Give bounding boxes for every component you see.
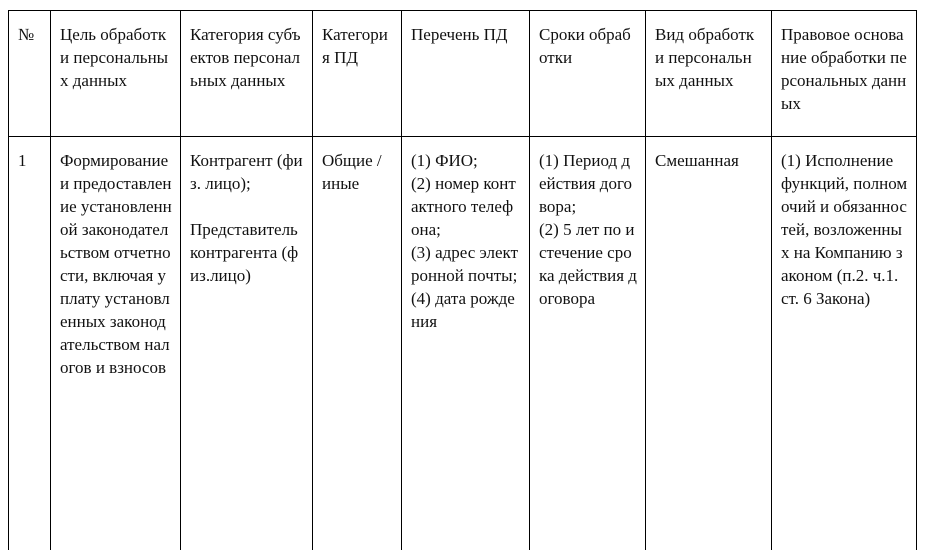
cell-pd-category-text: Общие / иные xyxy=(322,151,382,193)
header-purpose xyxy=(51,11,181,137)
cell-processing-type-text: Смешанная xyxy=(655,151,739,170)
cell-purpose xyxy=(51,137,181,550)
header-terms-text: Сроки обработки xyxy=(539,25,631,67)
header-pd-list-text: Перечень ПД xyxy=(411,25,508,44)
header-processing-type-text: Вид обработки персональных данных xyxy=(655,25,755,90)
cell-subjects xyxy=(181,137,313,550)
cell-terms-text: (1) Период действия договора; (2) 5 лет по истечение срока действия договора xyxy=(539,151,637,308)
cell-pd-list xyxy=(402,137,530,550)
header-number xyxy=(9,11,51,137)
cell-purpose-text: Формирование и предоставление установленной законодательством отчетности, включая уплату установленных законодательством налогов и взносов xyxy=(60,151,172,377)
header-pd-list xyxy=(402,11,530,137)
header-purpose-text: Цель обработки персональных данных xyxy=(60,25,169,90)
header-pd-category xyxy=(313,11,402,137)
cell-terms xyxy=(530,137,646,550)
cell-pd-category xyxy=(313,137,402,550)
cell-processing-type xyxy=(646,137,772,550)
cell-pd-list-text: (1) ФИО; (2) номер контактного телефона; (3) адрес электронной почты; (4) дата рождения xyxy=(411,151,519,331)
header-legal-basis-text: Правовое основание обработки персональных данных xyxy=(781,25,907,113)
header-subjects-text: Категория субъектов персональных данных xyxy=(190,25,301,90)
header-processing-type xyxy=(646,11,772,137)
header-terms xyxy=(530,11,646,137)
header-number-text: № xyxy=(18,25,35,44)
cell-legal-basis xyxy=(772,137,917,550)
cell-subjects-text: Контрагент (физ. лицо); Представитель контрагента (физ.лицо) xyxy=(190,151,303,285)
header-pd-category-text: Категория ПД xyxy=(322,25,388,67)
personal-data-processing-table xyxy=(8,10,917,550)
header-subjects xyxy=(181,11,313,137)
table-row xyxy=(9,137,917,550)
cell-number-text: 1 xyxy=(18,151,27,170)
table-header-row xyxy=(9,11,917,137)
cell-legal-basis-text: (1) Исполнение функций, полномочий и обязанностей, возложенных на Компанию законом (п.2. ч.1. ст. 6 Закона) xyxy=(781,151,908,308)
cell-number xyxy=(9,137,51,550)
header-legal-basis xyxy=(772,11,917,137)
